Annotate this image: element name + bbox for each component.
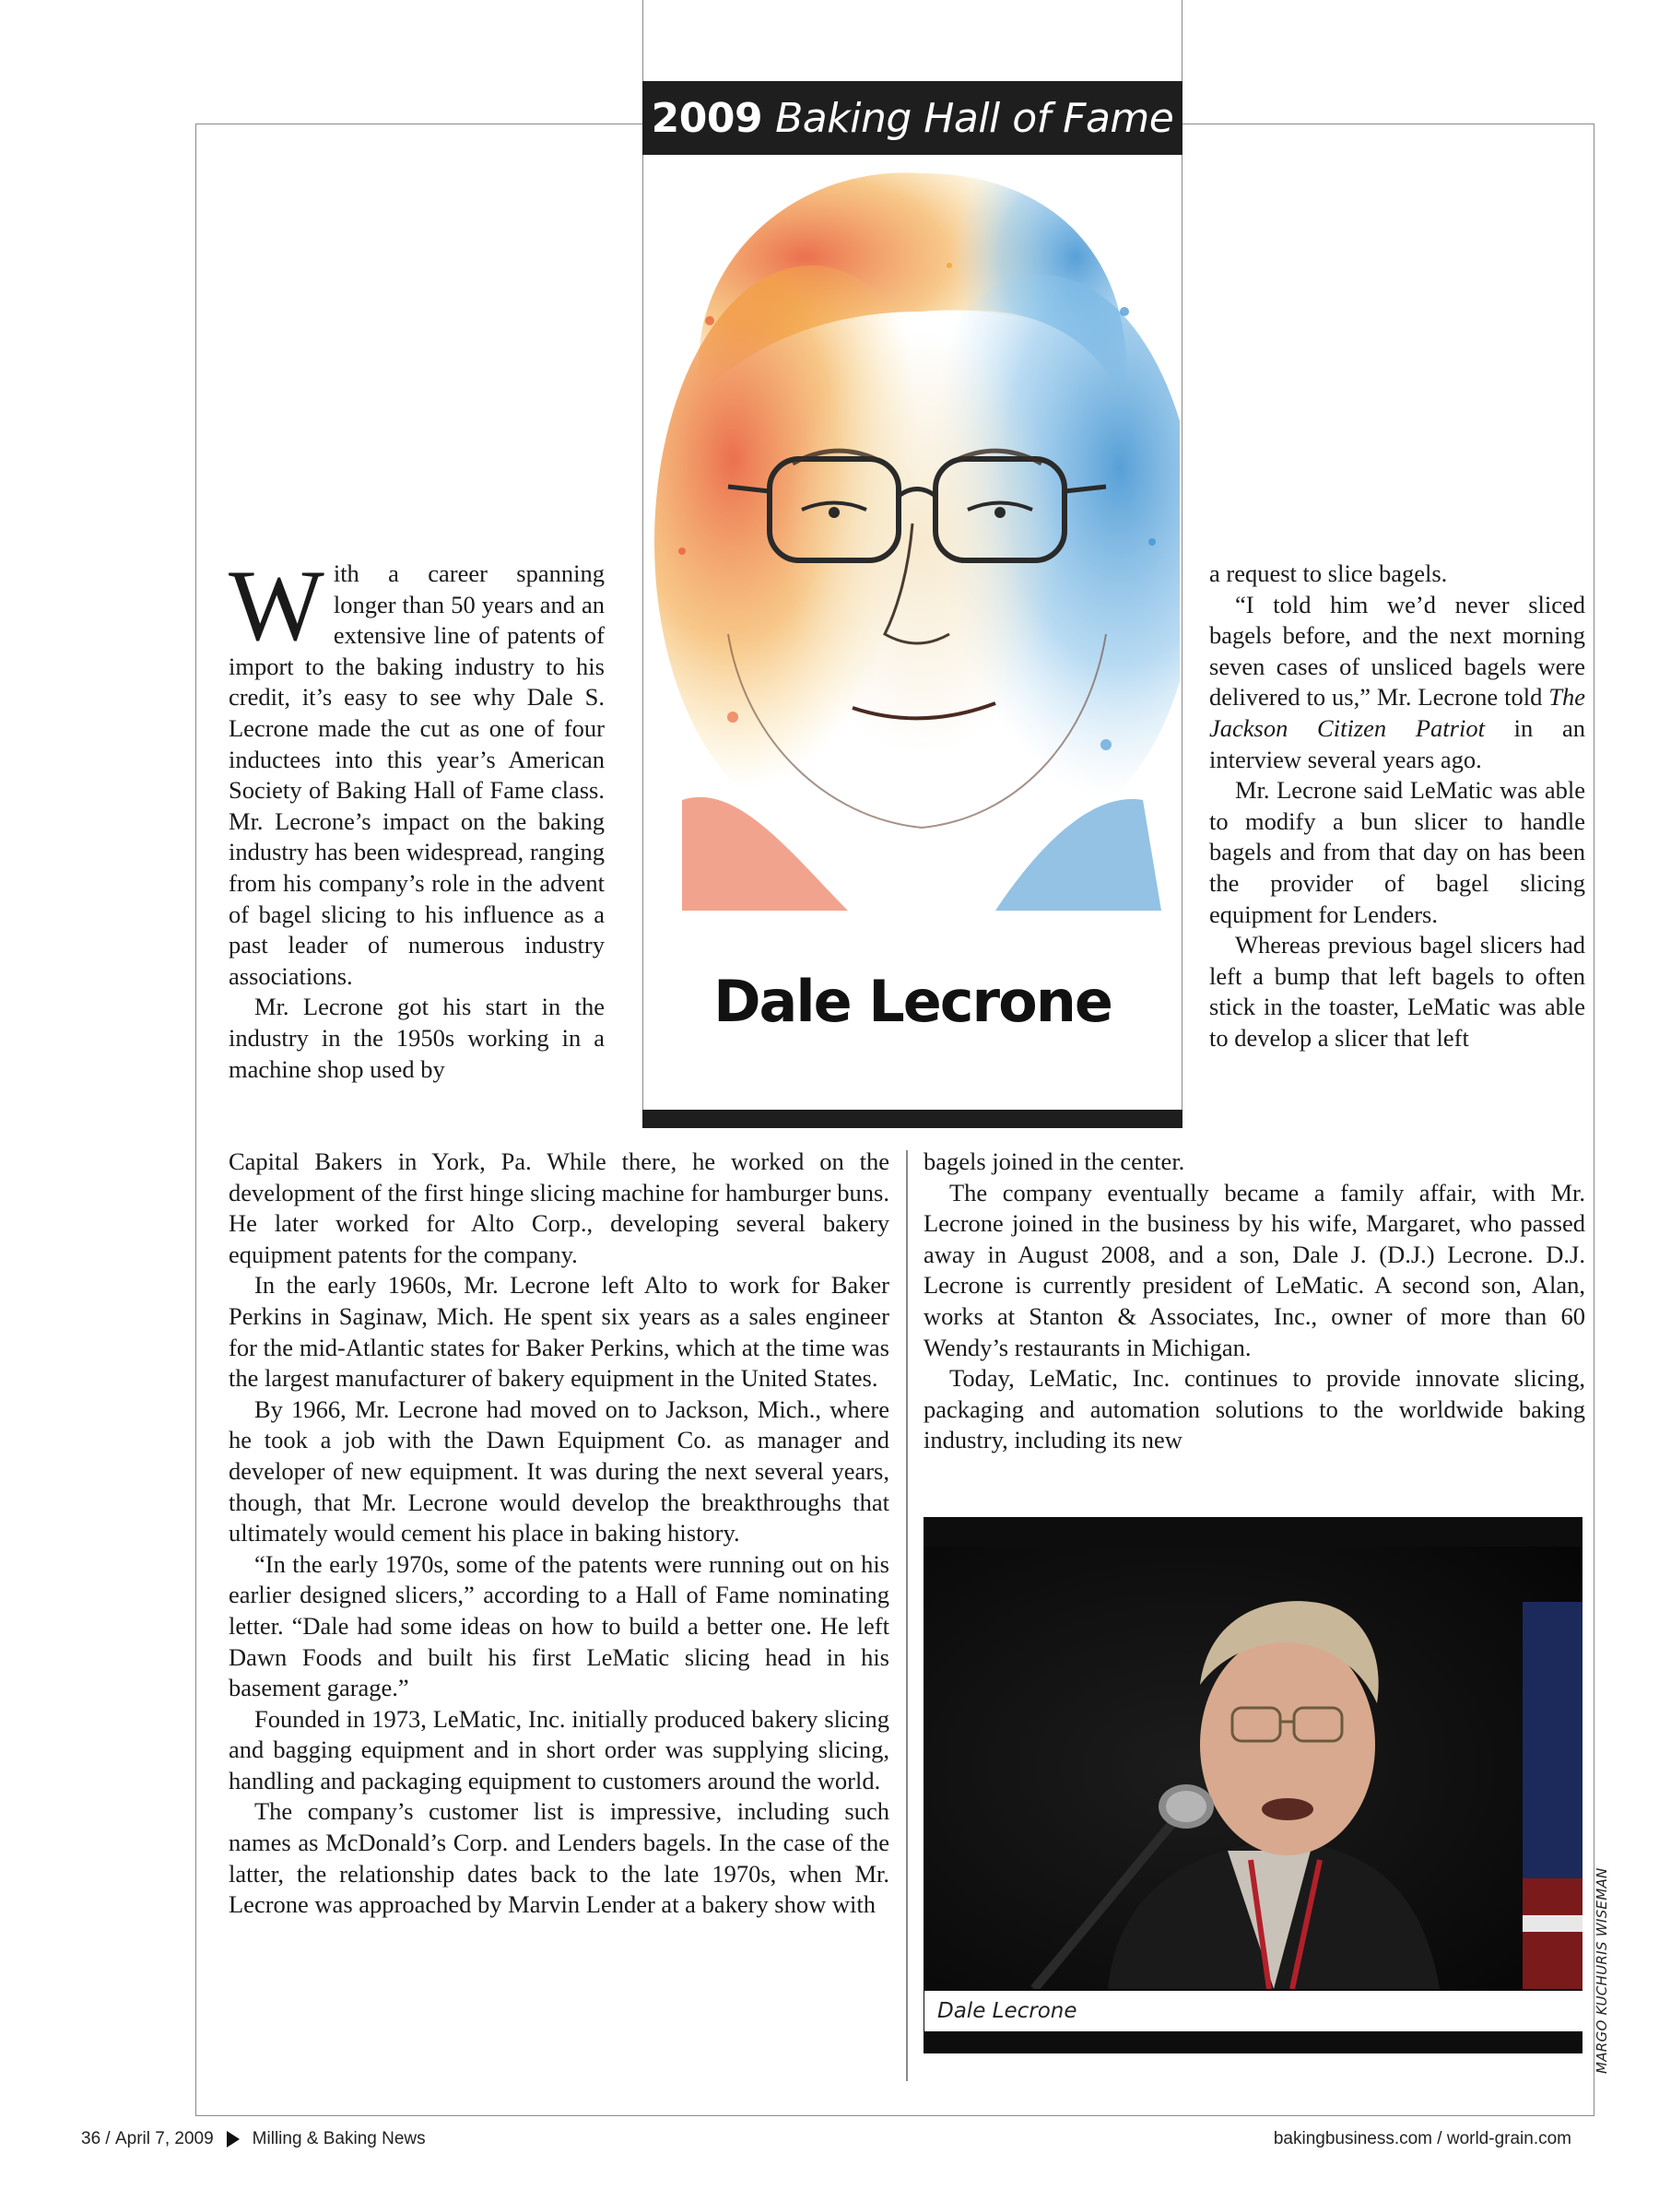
article-paragraph: bagels joined in the center.: [924, 1147, 1185, 1175]
banner-title: Baking Hall of Fame: [775, 94, 1174, 142]
article-column-left: [229, 1147, 889, 1921]
publication-name: The Jackson Citizen Patriot: [1209, 683, 1585, 742]
photo-credit: MARGO KUCHURIS WISEMAN: [1594, 1867, 1610, 2074]
triangle-arrow-icon: [227, 2131, 240, 2147]
banner-year: 2009: [651, 94, 763, 142]
article-text: ith a career spanning longer than 50 years and an extensive line of patents of import to the baking industry to his credit, it’s easy to see why Dale S. Lecrone made the cut as one of four inductees into this year’s American Society of Baking Hall of Fame class. Mr. Lecrone’s impact on the baking industry has been widespread, ranging from his company’s role in the advent of bagel slicing to his influence as a past leader of numerous industry associations.: [229, 559, 605, 990]
inductee-name: Dale Lecrone: [713, 968, 1112, 1035]
article-paragraph: a request to slice bagels.: [1209, 559, 1448, 587]
speaker-photo: [924, 1547, 1583, 1989]
article-paragraph: Today, LeMatic, Inc. continues to provide innovate slicing, packaging and automation solutions to the worldwide baking industry, including its new: [924, 1364, 1585, 1454]
article-paragraph: Capital Bakers in York, Pa. While there, he worked on the development of the first hinge slicing machine for hamburger buns. He later worked for Alto Corp., developing several bakery equipment patents for the company.: [229, 1147, 889, 1268]
panel-bottom-bar: [642, 1110, 1182, 1128]
watercolor-portrait: [645, 155, 1180, 911]
article-column-right-top: [1209, 559, 1585, 1054]
article-paragraph: Mr. Lecrone said LeMatic was able to modify a bun slicer to handle bagels and from that day on has been the provider of bagel slicing equipment for Lenders.: [1209, 776, 1585, 928]
article-column-right: [924, 1147, 1585, 1456]
issue-date: April 7, 2009: [114, 2129, 214, 2148]
column-divider: [906, 1150, 908, 2081]
article-paragraph: In the early 1960s, Mr. Lecrone left Alto to work for Baker Perkins in Saginaw, Mich. He spent six years as a sales engineer for the mid-Atlantic states for Baker Perkins, which at the time was the largest manufacturer of bakery equipment in the United States.: [229, 1271, 889, 1393]
footer-website: bakingbusiness.com / world-grain.com: [1273, 2129, 1571, 2148]
article-text: in an interview several years ago.: [1209, 713, 1585, 773]
article-paragraph: Whereas previous bagel slicers had left a bump that left bagels to often stick in the toaster, LeMatic was able to develop a slicer that left: [1209, 931, 1585, 1052]
article-paragraph: Mr. Lecrone got his start in the industry in the 1950s working in a machine shop used by: [229, 993, 605, 1083]
footer-left: [81, 2129, 426, 2149]
article-paragraph: By 1966, Mr. Lecrone had moved on to Jackson, Mich., where he took a job with the Dawn Equipment Co. as manager and developer of new equipment. It was during the next several years, though, that Mr. Lecrone would develop the breakthroughs that ultimately would cement his place in baking history.: [229, 1394, 889, 1547]
page-number: 36 /: [81, 2129, 111, 2148]
article-paragraph: Founded in 1973, LeMatic, Inc. initially produced bakery slicing and bagging equipment and in short order was supplying slicing, handling and packaging equipment to customers around the world.: [229, 1704, 889, 1794]
article-column-left-top: [229, 549, 605, 1085]
article-paragraph: “In the early 1970s, some of the patents were running out on his earlier designed slicers,” according to a Hall of Fame nominating letter. “Dale had some ideas on how to build a better one. He left Dawn Foods and built his first LeMatic slicing head in his basement garage.”: [229, 1549, 889, 1702]
article-paragraph: [229, 549, 605, 992]
article-text: “I told him we’d never sliced bagels before, and the next morning seven cases of unsliced bagels were delivered to us,” Mr. Lecrone told: [1209, 590, 1585, 712]
hall-of-fame-banner: [642, 81, 1182, 155]
article-paragraph: [1209, 590, 1585, 776]
photo-caption: Dale Lecrone: [924, 1991, 1583, 2031]
drop-cap: W: [229, 549, 324, 662]
publication-title: Milling & Baking News: [252, 2129, 426, 2148]
article-paragraph: The company’s customer list is impressive, including such names as McDonald’s Corp. and Lenders bagels. In the case of the latter, the relationship dates back to the late 1970s, when Mr. Lecrone was approached by Marvin Lender at a bakery show with: [229, 1797, 889, 1919]
article-paragraph: The company eventually became a family affair, with Mr. Lecrone joined in the business by his wife, Margaret, who passed away in August 2008, and a son, Dale J. (D.J.) Lecrone. D.J. Lecrone is currently president of LeMatic. A second son, Alan, works at Stanton & Associates, Inc., owner of more than 60 Wendy’s restaurants in Michigan.: [924, 1178, 1585, 1361]
